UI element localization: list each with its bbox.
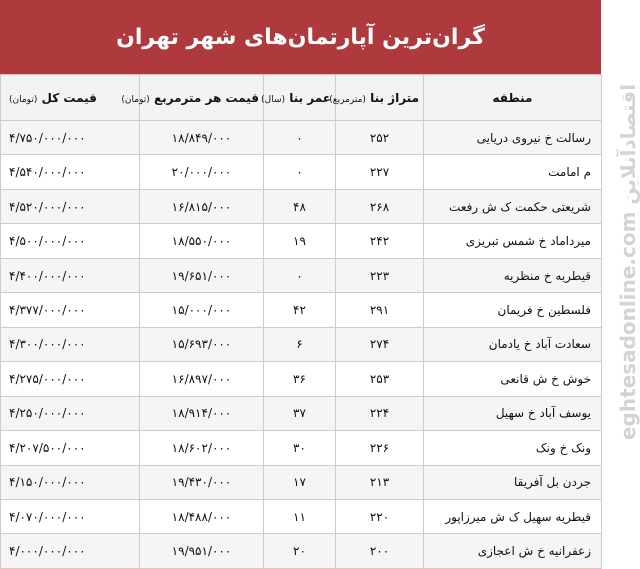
cell-area: ۲۹۱ bbox=[336, 293, 424, 327]
cell-price-per-sqm: ۱۸/۸۴۹/۰۰۰ bbox=[140, 121, 264, 155]
cell-age: ۴۸ bbox=[264, 189, 336, 223]
table-row bbox=[1, 293, 602, 327]
cell-area: ۲۲۰ bbox=[336, 499, 424, 533]
header-price-per-sqm-unit: (تومان) bbox=[121, 94, 150, 105]
cell-area: ۲۲۶ bbox=[336, 431, 424, 465]
cell-total-price: ۴/۱۵۰/۰۰۰/۰۰۰ bbox=[1, 465, 140, 499]
cell-total-price: ۴/۵۰۰/۰۰۰/۰۰۰ bbox=[1, 224, 140, 258]
cell-price-per-sqm: ۱۸/۴۸۸/۰۰۰ bbox=[140, 499, 264, 533]
cell-price-per-sqm: ۱۹/۶۵۱/۰۰۰ bbox=[140, 258, 264, 292]
cell-age: ۲۰ bbox=[264, 534, 336, 569]
header-price-per-sqm bbox=[121, 75, 264, 121]
cell-area: ۲۲۷ bbox=[336, 155, 424, 189]
header-total-price bbox=[1, 75, 140, 121]
cell-region: شریعتی حکمت ک ش رفعت bbox=[424, 189, 602, 223]
cell-region: ونک خ ونک bbox=[424, 431, 602, 465]
header-age bbox=[261, 75, 336, 121]
header-total-price-label: قیمت کل bbox=[41, 90, 97, 105]
cell-age: ۴۲ bbox=[264, 293, 336, 327]
cell-region: قیطریه سهیل ک ش میرزاپور bbox=[424, 499, 602, 533]
cell-price-per-sqm: ۱۵/۶۹۳/۰۰۰ bbox=[140, 327, 264, 361]
header-region bbox=[424, 75, 602, 121]
header-age-label: عمر بنا bbox=[289, 90, 331, 105]
cell-area: ۲۷۴ bbox=[336, 327, 424, 361]
cell-age: ۱۹ bbox=[264, 224, 336, 258]
table-row bbox=[1, 465, 602, 499]
cell-region: جردن بل آفریقا bbox=[424, 465, 602, 499]
table-row bbox=[1, 534, 602, 569]
header-age-unit: (سال) bbox=[261, 94, 286, 105]
cell-age: ۰ bbox=[264, 121, 336, 155]
table-row bbox=[1, 327, 602, 361]
cell-price-per-sqm: ۱۹/۴۳۰/۰۰۰ bbox=[140, 465, 264, 499]
apartments-table bbox=[0, 74, 602, 569]
cell-price-per-sqm: ۱۵/۰۰۰/۰۰۰ bbox=[140, 293, 264, 327]
cell-region: یوسف آباد خ سهیل bbox=[424, 396, 602, 430]
table-row bbox=[1, 431, 602, 465]
page-title bbox=[0, 0, 601, 74]
cell-area: ۲۰۰ bbox=[336, 534, 424, 569]
cell-area: ۲۲۴ bbox=[336, 396, 424, 430]
cell-price-per-sqm: ۱۸/۵۵۰/۰۰۰ bbox=[140, 224, 264, 258]
cell-region: سعادت آباد خ یادمان bbox=[424, 327, 602, 361]
cell-area: ۲۲۳ bbox=[336, 258, 424, 292]
header-total-price-unit: (تومان) bbox=[9, 94, 38, 105]
cell-age: ۳۶ bbox=[264, 362, 336, 396]
cell-total-price: ۴/۲۷۵/۰۰۰/۰۰۰ bbox=[1, 362, 140, 396]
cell-total-price: ۴/۰۷۰/۰۰۰/۰۰۰ bbox=[1, 499, 140, 533]
cell-total-price: ۴/۲۵۰/۰۰۰/۰۰۰ bbox=[1, 396, 140, 430]
table-row bbox=[1, 362, 602, 396]
table-row bbox=[1, 258, 602, 292]
header-price-per-sqm-label: قیمت هر مترمربع bbox=[153, 90, 259, 105]
cell-age: ۳۰ bbox=[264, 431, 336, 465]
cell-total-price: ۴/۳۷۷/۰۰۰/۰۰۰ bbox=[1, 293, 140, 327]
cell-price-per-sqm: ۱۶/۸۹۷/۰۰۰ bbox=[140, 362, 264, 396]
cell-region: میرداماد خ شمس تبریزی bbox=[424, 224, 602, 258]
header-area bbox=[329, 75, 424, 121]
header-region-label: منطقه bbox=[492, 90, 533, 105]
cell-total-price: ۴/۵۲۰/۰۰۰/۰۰۰ bbox=[1, 189, 140, 223]
cell-total-price: ۴/۵۴۰/۰۰۰/۰۰۰ bbox=[1, 155, 140, 189]
cell-price-per-sqm: ۱۶/۸۱۵/۰۰۰ bbox=[140, 189, 264, 223]
cell-total-price: ۴/۷۵۰/۰۰۰/۰۰۰ bbox=[1, 121, 140, 155]
cell-total-price: ۴/۳۰۰/۰۰۰/۰۰۰ bbox=[1, 327, 140, 361]
cell-price-per-sqm: ۱۸/۶۰۲/۰۰۰ bbox=[140, 431, 264, 465]
cell-total-price: ۴/۴۰۰/۰۰۰/۰۰۰ bbox=[1, 258, 140, 292]
table-row bbox=[1, 189, 602, 223]
page-title-text: گران‌ترین آپارتمان‌های شهر تهران bbox=[116, 24, 485, 50]
cell-age: ۰ bbox=[264, 155, 336, 189]
cell-age: ۰ bbox=[264, 258, 336, 292]
cell-region: قیطریه خ منظریه bbox=[424, 258, 602, 292]
cell-price-per-sqm: ۱۹/۹۵۱/۰۰۰ bbox=[140, 534, 264, 569]
cell-area: ۲۴۲ bbox=[336, 224, 424, 258]
table-header-row bbox=[1, 75, 602, 121]
cell-region: رسالت خ نیروی دریایی bbox=[424, 121, 602, 155]
cell-region: فلسطین خ فریمان bbox=[424, 293, 602, 327]
cell-area: ۲۵۳ bbox=[336, 362, 424, 396]
cell-age: ۳۷ bbox=[264, 396, 336, 430]
header-area-unit: (مترمربع) bbox=[329, 94, 366, 105]
cell-age: ۱۱ bbox=[264, 499, 336, 533]
cell-area: ۲۶۸ bbox=[336, 189, 424, 223]
header-area-label: متراژ بنا bbox=[370, 90, 419, 105]
table-row bbox=[1, 396, 602, 430]
cell-price-per-sqm: ۱۸/۹۱۴/۰۰۰ bbox=[140, 396, 264, 430]
cell-region: م امامت bbox=[424, 155, 602, 189]
cell-area: ۲۵۲ bbox=[336, 121, 424, 155]
table-row bbox=[1, 499, 602, 533]
cell-total-price: ۴/۲۰۷/۵۰۰/۰۰۰ bbox=[1, 431, 140, 465]
table-row bbox=[1, 155, 602, 189]
cell-age: ۱۷ bbox=[264, 465, 336, 499]
cell-region: زعفرانیه خ ش اعجازی bbox=[424, 534, 602, 569]
table-row bbox=[1, 121, 602, 155]
table-row bbox=[1, 224, 602, 258]
cell-area: ۲۱۳ bbox=[336, 465, 424, 499]
cell-region: خوش خ ش قانعی bbox=[424, 362, 602, 396]
site-watermark: eghtesadonline.com اقتصادآنلاین bbox=[616, 83, 640, 441]
cell-age: ۶ bbox=[264, 327, 336, 361]
cell-price-per-sqm: ۲۰/۰۰۰/۰۰۰ bbox=[140, 155, 264, 189]
cell-total-price: ۴/۰۰۰/۰۰۰/۰۰۰ bbox=[1, 534, 140, 569]
